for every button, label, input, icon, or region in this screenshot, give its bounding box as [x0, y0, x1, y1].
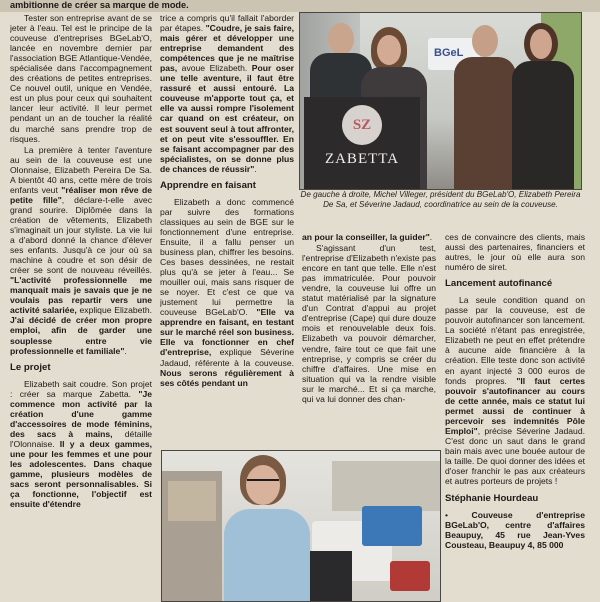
- subheading-apprendre-en-faisant: Apprendre en faisant: [160, 179, 256, 191]
- article-column-3: [302, 232, 436, 446]
- head: [472, 25, 498, 57]
- text-run: .: [254, 163, 257, 174]
- article-column-2: [160, 13, 294, 446]
- body: [454, 57, 516, 189]
- text-run: explique Séverine Jadaud, référente à la couveuse.: [160, 347, 294, 368]
- fabric-red: [390, 561, 430, 591]
- quote-run: "Je commence mon activité par la création d'une gamme d'accessoires de mode féminins, des sacs à mains,: [10, 388, 152, 439]
- author-signature: Stéphanie Hourdeau: [445, 493, 539, 505]
- text-run: trice a compris qu'il fallait l'aborder par étapes.: [160, 13, 294, 34]
- subheading-lancement-autofinance: Lancement autofinancé: [445, 278, 553, 290]
- text-run: avoue Elizabeth.: [177, 63, 248, 74]
- text-run: La seule condition quand on passe par la couveuse, est de pouvoir autofinancer son lancement. La société n'étant pas enregistrée, Elizabeth ne peut en effet prétendre à aucune aide financière à la création. Elle teste donc son activité en ayant injecté 3 000 euros de fonds propres.: [445, 295, 585, 386]
- paragraph: [445, 295, 585, 486]
- fabric-blue: [362, 506, 422, 546]
- quote-run: "Coudre, je sais faire, mais gérer et développer une entreprise demandent des compétences que je ne maîtrise pas,: [160, 23, 294, 74]
- quote-run: "Elle va apprendre en faisant, en testant sur le marché réel son business. Elle va fonctionner en chef d'entreprise,: [160, 307, 294, 358]
- info-box: [445, 510, 585, 550]
- text-run: détaille l'Olonnaise.: [10, 428, 152, 449]
- head: [530, 29, 552, 59]
- quote-run: Il y a deux gammes, une pour les femmes et une pour les adolescentes. Dans chaque gamme, plusieurs modèles de sacs seront personnalisables. Si ça fonctionne, l'objectif est ensuite d'étendre: [10, 438, 152, 510]
- person-woman-right: [510, 23, 576, 189]
- paragraph: [10, 379, 152, 510]
- text-run: , précise Séverine Jadaud. C'est donc un saut dans le grand bain mais avec une bouée autour de la taille. De quoi donner des idées et d'oser franchir le pas aux créateurs et autres porteurs de projets !: [445, 425, 585, 487]
- article-column-4: [445, 232, 585, 600]
- body: [512, 61, 574, 189]
- text-run: La première à tenter l'aventure au sein de la couveuse est une Olonnaise, Elizabeth Pereira De Sa. A bientôt 40 ans, cette mère de trois enfants veut: [10, 144, 152, 195]
- photo-caption: De gauche à droite, Michel Villeger, président du BGeLab'O, Elizabeth Pereira De Sa, et Séverine Jadaud, coordinatrice au sein de la couveuse.: [300, 190, 581, 209]
- text-run: Elizabeth a donc commencé par suivre des formations classiques au sein de BGE sur le fonctionnement d'une entreprise. Ensuite, il a fallu penser un business plan, chiffrer les besoins. Ces bases dessinées, ne restait plus qu'à se jeter à l'eau... Se mouiller oui, mais sans risquer de se noyer. Et c'est ce que va justement lui permettre la couveuse BGeLab'O.: [160, 196, 294, 318]
- info-text: Couveuse d'entreprise BGeLab'O, centre d'affaires Beaupuy, 45 rue Jean-Yves Cousteau, Beaupuy 4, 85 000: [445, 510, 585, 551]
- text-run: Elizabeth sait coudre. Son projet : créer sa marque Zabetta.: [10, 378, 152, 399]
- body: [224, 509, 310, 601]
- wall-logo-text: BGeL: [434, 47, 464, 59]
- text-run: .: [429, 232, 433, 242]
- header-top-line: ambitionne de créer sa marque de mode.: [10, 0, 189, 10]
- paragraph: [302, 232, 436, 242]
- quote-run: "Il faut certes pouvoir s'autofinancer au cours de cette année, mais ce statut lui permet aussi de continuer à percevoir ses indemnités Pôle Emploi": [445, 375, 585, 436]
- zabetta-sign: [304, 97, 420, 189]
- glasses: [247, 479, 279, 487]
- paragraph: [160, 197, 294, 388]
- quote-run: Nous serons régulièrement à ses côtés pendant un: [160, 367, 294, 388]
- quote-run: "réaliser mon rêve de petite fille": [10, 184, 152, 205]
- paragraph: [160, 13, 294, 174]
- quote-run: an pour la conseiller, la guider": [302, 232, 430, 242]
- head: [328, 23, 354, 55]
- head: [377, 35, 401, 65]
- sign-brand: ZABETTA: [324, 151, 400, 167]
- shelf-items: [168, 481, 216, 521]
- text-run: , déclare-t-elle avec grand sourire. Diplômée dans la création de vêtements, Elizabeth s'imaginait un jour styliste. La vie lui a d'abord donné la chance d'élever ses enfants. Jusqu'à ce jour où sa machine à coudre et son désir de créer se sont de nouveau réveillés.: [10, 194, 152, 276]
- paragraph: Tester son entreprise avant de se jeter à l'eau. Tel est le principe de la couveuse d'entreprises BGeLab'O, lancée en novembre dernier par l'association BGE Atlantique-Vendée, spécialisée dans l'accompagnement des créations de petites entreprises. Ce nouvel outil, unique en Vendée, est un plus pour ceux qui souhaitent lancer leur activité. Il leur permet pendant un an de toucher la réalité du marché sans prendre trop de risques.: [10, 13, 152, 144]
- bullet-icon: •: [445, 510, 449, 521]
- subheading-le-projet: Le projet: [10, 361, 51, 373]
- paragraph: ces de convaincre des clients, mais aussi des partenaires, financiers et autres, le jour où elle aura son numéro de siret.: [445, 232, 585, 273]
- text-run: explique Elizabeth.: [76, 305, 152, 316]
- photo-team: [299, 12, 582, 190]
- quote-run: "L'activité professionnelle me manquait mais je savais que je ne voulais pas repartir vers une activité salariée,: [10, 275, 152, 316]
- article-column-1: [10, 13, 152, 600]
- quote-run: Pour oser une telle aventure, il faut être rassuré et aussi entouré. La couveuse m'apporte tout ça, et elle va aussi rompre l'isolement car quand on est créateur, on est souvent seul à tout affronter, et on peut vite s'essouffler. En se faisant accompagner par des spécialistes, on se donne plus de chances de réussir": [160, 63, 294, 174]
- paragraph: S'agissant d'un test, l'entreprise d'Elizabeth n'existe pas encore en tant que telle. Elle n'est pas immatriculée. Pour pouvoir vendre, la couveuse lui offre un statut matérialisé par la signature d'un Contrat d'appui au projet d'entreprise (Cape) qui dure douze mois et renouvelable deux fois. Elizabeth va pouvoir démarcher, vendre, faire tout ce que fait une entreprise, y compris se créer du chiffre d'affaires. Une mise en situation qui va la rendre visible sur le marché... Et si ça marche, qui va lui donner des chan-: [302, 243, 436, 404]
- paragraph: [10, 145, 152, 356]
- monogram-circle: [342, 105, 382, 145]
- right-shelf: [332, 461, 440, 511]
- monogram-text: SZ: [352, 117, 372, 133]
- quote-run: J'ai décidé de créer mon propre emploi, afin de garder une souplesse entre vie professionnelle et familiale": [10, 315, 152, 356]
- text-run: .: [124, 345, 127, 356]
- person-sewing: [222, 455, 312, 601]
- photo-sewing: [161, 450, 441, 602]
